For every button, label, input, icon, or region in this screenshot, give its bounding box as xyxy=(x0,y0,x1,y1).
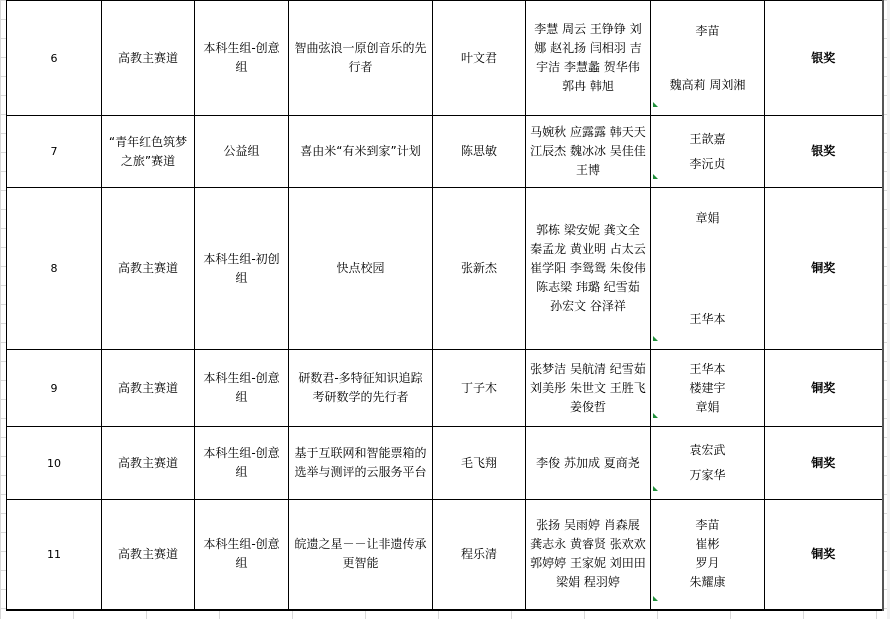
advisor-name: 王华本 xyxy=(689,361,726,376)
project-cell[interactable]: 基于互联网和智能票箱的选举与测评的云服务平台 xyxy=(289,427,433,500)
row-number-cell[interactable]: 11 xyxy=(7,500,102,610)
advisor-name: 章娟 xyxy=(695,210,720,225)
advisors-cell[interactable] xyxy=(651,1,765,116)
track-cell[interactable]: 高教主赛道 xyxy=(102,350,195,427)
leader-cell[interactable]: 陈思敏 xyxy=(433,116,526,188)
advisor-name: 李苗 xyxy=(695,518,720,533)
cell-error-indicator-icon xyxy=(653,596,658,601)
members-cell[interactable]: 马婉秋 应露露 韩天天 江辰杰 魏冰冰 吴佳佳 王博 xyxy=(526,116,651,188)
advisor-name: 王华本 xyxy=(689,311,726,326)
group-cell[interactable]: 本科生组-创意组 xyxy=(195,500,289,610)
cell-error-indicator-icon xyxy=(653,336,658,341)
project-cell[interactable]: 喜由米“有米到家”计划 xyxy=(289,116,433,188)
project-cell[interactable]: 研数君-多特征知识追踪考研数学的先行者 xyxy=(289,350,433,427)
advisors-cell[interactable] xyxy=(651,116,765,188)
row-number-cell[interactable]: 9 xyxy=(7,350,102,427)
leader-cell[interactable]: 毛飞翔 xyxy=(433,427,526,500)
advisor-name: 楼建宇 xyxy=(689,380,726,395)
advisor-name: 罗月 xyxy=(695,556,720,571)
row-number-cell[interactable]: 6 xyxy=(7,1,102,116)
advisor-name: 李沅贞 xyxy=(689,156,726,171)
advisor-name: 章娟 xyxy=(695,399,720,414)
row-number-cell[interactable]: 8 xyxy=(7,188,102,350)
leader-cell[interactable]: 程乐清 xyxy=(433,500,526,610)
group-cell[interactable]: 公益组 xyxy=(195,116,289,188)
advisors-cell[interactable] xyxy=(651,500,765,610)
members-cell[interactable]: 张梦洁 吴航清 纪雪茹 刘美彤 朱世文 王胜飞 姜俊哲 xyxy=(526,350,651,427)
group-cell[interactable]: 本科生组-创意组 xyxy=(195,1,289,116)
awards-table xyxy=(6,0,884,611)
table-row xyxy=(7,350,883,427)
cell-error-indicator-icon xyxy=(653,413,658,418)
leader-cell[interactable]: 叶文君 xyxy=(433,1,526,116)
advisor-name: 王歆嘉 xyxy=(689,131,726,146)
advisor-name: 万家华 xyxy=(689,468,726,482)
project-cell[interactable]: 皖遗之星－－让非遗传承更智能 xyxy=(289,500,433,610)
members-cell[interactable]: 张扬 吴雨婷 肖森展 龚志永 黄睿贤 张欢欢 郭婷婷 王家妮 刘田田 梁娟 程羽婷 xyxy=(526,500,651,610)
table-row xyxy=(7,116,883,188)
award-cell[interactable]: 铜奖 xyxy=(765,188,883,350)
table-row xyxy=(7,1,883,116)
award-cell[interactable]: 铜奖 xyxy=(765,427,883,500)
advisor-name: 李苗 xyxy=(695,23,720,38)
table-row xyxy=(7,500,883,610)
members-cell[interactable]: 李慧 周云 王铮铮 刘娜 赵礼扬 闫相羽 吉宇洁 李慧蠡 贺华伟 郭冉 韩旭 xyxy=(526,1,651,116)
advisor-name: 魏高莉 周刘湘 xyxy=(669,77,746,92)
advisor-name: 朱耀康 xyxy=(689,575,726,590)
row-number-cell[interactable]: 10 xyxy=(7,427,102,500)
track-cell[interactable]: 高教主赛道 xyxy=(102,427,195,500)
group-cell[interactable]: 本科生组-创意组 xyxy=(195,427,289,500)
award-cell[interactable]: 银奖 xyxy=(765,1,883,116)
track-cell[interactable]: “青年红色筑梦之旅”赛道 xyxy=(102,116,195,188)
members-cell[interactable]: 李俊 苏加成 夏商尧 xyxy=(526,427,651,500)
group-cell[interactable]: 本科生组-初创组 xyxy=(195,188,289,350)
cell-error-indicator-icon xyxy=(653,486,658,491)
track-cell[interactable]: 高教主赛道 xyxy=(102,1,195,116)
advisors-cell[interactable] xyxy=(651,427,765,500)
table-row xyxy=(7,188,883,350)
advisor-name: 崔彬 xyxy=(695,537,720,552)
table-row xyxy=(7,427,883,500)
advisors-cell[interactable] xyxy=(651,188,765,350)
leader-cell[interactable]: 丁子木 xyxy=(433,350,526,427)
award-cell[interactable]: 银奖 xyxy=(765,116,883,188)
cell-error-indicator-icon xyxy=(653,174,658,179)
track-cell[interactable]: 高教主赛道 xyxy=(102,500,195,610)
group-cell[interactable]: 本科生组-创意组 xyxy=(195,350,289,427)
members-cell[interactable]: 郭栋 梁安妮 龚文全 秦孟龙 黄业明 占太云 崔学阳 李鸳鸳 朱俊伟 陈志梁 玮璐 纪雪茹 孙宏文 谷泽祥 xyxy=(526,188,651,350)
advisors-cell[interactable] xyxy=(651,350,765,427)
row-number-cell[interactable]: 7 xyxy=(7,116,102,188)
cell-error-indicator-icon xyxy=(653,102,658,107)
project-cell[interactable]: 智曲弦浪一原创音乐的先行者 xyxy=(289,1,433,116)
award-cell[interactable]: 铜奖 xyxy=(765,500,883,610)
project-cell[interactable]: 快点校园 xyxy=(289,188,433,350)
leader-cell[interactable]: 张新杰 xyxy=(433,188,526,350)
advisor-name: 袁宏武 xyxy=(689,443,726,457)
track-cell[interactable]: 高教主赛道 xyxy=(102,188,195,350)
award-cell[interactable]: 铜奖 xyxy=(765,350,883,427)
